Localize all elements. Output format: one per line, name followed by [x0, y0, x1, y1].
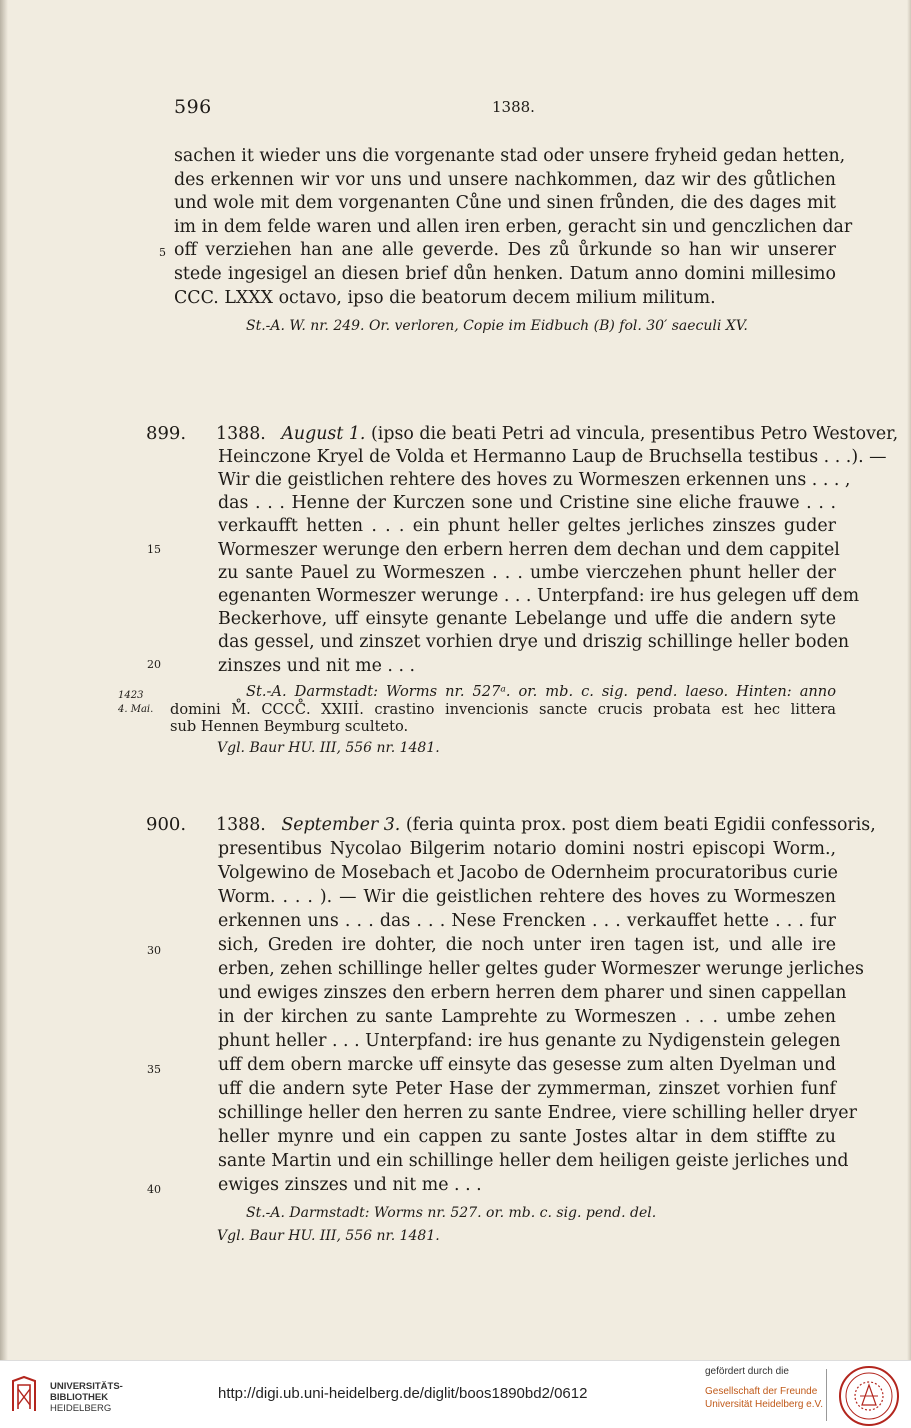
- entry-first-line: (feria quinta prox. post diem beati Egidii confessoris,: [405, 815, 876, 835]
- text-line: sachen it wieder uns die vorgenante stad oder unsere fryheid gedan hetten,: [174, 146, 846, 166]
- line-number: 15: [147, 543, 161, 556]
- reference: Vgl. Baur HU. III, 556 nr. 1481.: [217, 740, 440, 756]
- line-number: 30: [147, 944, 161, 957]
- text-line: das . . . Henne der Kurczen sone und Cristine sine eliche frauwe . . .: [218, 493, 836, 513]
- sponsor-name: Gesellschaft der Freunde Universität Heidelberg e.V.: [705, 1386, 824, 1410]
- text-line: uff die andern syte Peter Hase der zymmerman, zinszet vorhien funf: [218, 1079, 836, 1099]
- line-number: 35: [147, 1063, 161, 1076]
- footer-bar: [0, 1360, 911, 1428]
- entry-number: 899.: [146, 423, 187, 444]
- university-seal-icon: [838, 1365, 900, 1427]
- page-number: 596: [174, 96, 212, 118]
- running-head: 1388.: [492, 98, 535, 116]
- text-line: schillinge heller den herren zu sante Endree, viere schilling heller dryer: [218, 1103, 857, 1123]
- text-line: phunt heller . . . Unterpfand: ire hus genante zu Nydigenstein gelegen: [218, 1031, 841, 1051]
- footer-divider: [826, 1369, 827, 1421]
- text-line: presentibus Nycolao Bilgerim notario domini nostri episcopi Worm.,: [218, 839, 836, 859]
- source-citation: St.-A. Darmstadt: Worms nr. 527. or. mb. c. sig. pend. del.: [246, 1205, 657, 1221]
- text-line: uff dem obern marcke uff einsyte das gesesse zum alten Dyelman und: [218, 1055, 836, 1075]
- text-line: heller mynre und ein cappen zu sante Jostes altar in dem stiffte zu: [218, 1127, 836, 1147]
- text-line: Wormeszer werunge den erbern herren dem dechan und dem cappitel: [218, 540, 840, 560]
- source-note: St.-A. Darmstadt: Worms nr. 527ᵃ. or. mb. c. sig. pend. laeso. Hinten: anno: [246, 683, 836, 700]
- text-line: verkaufft hetten . . . ein phunt heller geltes jerliches zinszes guder: [218, 516, 836, 536]
- text-line: in der kirchen zu sante Lamprehte zu Wormeszen . . . umbe zehen: [218, 1007, 836, 1027]
- entry-number: 900.: [146, 814, 187, 835]
- ub-logo-icon: [10, 1375, 38, 1413]
- text-line: im in dem felde waren und allen iren erben, geracht sin und genczlichen dar: [174, 217, 853, 237]
- page-edge-shadow-left: [0, 0, 8, 1360]
- text-line: Wir die geistlichen rehtere des hoves zu Wormeszen erkennen uns . . . ,: [218, 470, 851, 490]
- text-line: off verziehen han ane alle geverde. Des zů ůrkunde so han wir unserer: [174, 240, 836, 260]
- line-number: 5: [159, 246, 166, 259]
- source-note: domini M̊. CCCC̊. XXIIİ. crastino invencionis sancte crucis probata est hec littera: [170, 701, 836, 718]
- text-line: zinszes und nit me . . .: [218, 656, 416, 676]
- text-line: erben, zehen schillinge heller geltes guder Wormeszer werunge jerliches: [218, 959, 864, 979]
- text-line: Worm. . . . ). — Wir die geistlichen rehtere des hoves zu Wormeszen: [218, 887, 836, 907]
- text-line: CCC. LXXX octavo, ipso die beatorum decem milium militum.: [174, 288, 716, 308]
- digital-copy-link[interactable]: http://digi.ub.uni-heidelberg.de/diglit/boos1890bd2/0612: [218, 1385, 588, 1402]
- text-line: zu sante Pauel zu Wormeszen . . . umbe vierczehen phunt heller der: [218, 563, 836, 583]
- text-line: des erkennen wir vor uns und unsere nachkommen, daz wir des gůtlichen: [174, 170, 836, 190]
- entry-date: August 1.: [281, 424, 366, 444]
- text-line: das gessel, und zinszet vorhien drye und driszig schillinge heller boden: [218, 632, 850, 652]
- margin-day: 4. Mai.: [118, 704, 154, 715]
- line-number: 40: [147, 1183, 161, 1196]
- sponsor-label: gefördert durch die: [705, 1366, 789, 1377]
- margin-year: 1423: [118, 690, 144, 701]
- library-name: UNIVERSITÄTS- BIBLIOTHEK HEIDELBERG: [50, 1381, 123, 1414]
- text-line: erkennen uns . . . das . . . Nese Frencken . . . verkauffet hette . . . fur: [218, 911, 836, 931]
- source-note: sub Hennen Beymburg sculteto.: [170, 718, 409, 735]
- page-header: [174, 96, 836, 122]
- entry-year: 1388.: [216, 815, 266, 835]
- entry-heading: [146, 423, 898, 444]
- entry-year: 1388.: [216, 424, 266, 444]
- text-line: sante Martin und ein schillinge heller dem heiligen geiste jerliches und: [218, 1151, 849, 1171]
- line-number: 20: [147, 658, 161, 671]
- text-line: ewiges zinszes und nit me . . .: [218, 1175, 482, 1195]
- text-line: und wole mit dem vorgenanten Cůne und sinen frůnden, die des dages mit: [174, 193, 836, 213]
- reference: Vgl. Baur HU. III, 556 nr. 1481.: [217, 1228, 440, 1244]
- page-edge-shadow-right: [907, 0, 911, 1360]
- text-line: egenanten Wormeszer werunge . . . Unterpfand: ire hus gelegen uff dem: [218, 586, 860, 606]
- text-line: stede ingesigel an diesen brief důn henken. Datum anno domini millesimo: [174, 264, 836, 284]
- entry-date: September 3.: [281, 815, 401, 835]
- text-line: Volgewino de Mosebach et Jacobo de Odernheim procuratoribus curie: [218, 863, 838, 883]
- text-line: und ewiges zinszes den erbern herren dem pharer und sinen cappellan: [218, 983, 847, 1003]
- text-line: sich, Greden ire dohter, die noch unter iren tagen ist, und alle ire: [218, 935, 836, 955]
- entry-first-line: (ipso die beati Petri ad vincula, presentibus Petro Westover,: [371, 424, 899, 444]
- entry-heading: [146, 814, 876, 835]
- text-line: Heinczone Kryel de Volda et Hermanno Laup de Bruchsella testibus . . .). —: [218, 447, 887, 467]
- text-line: Beckerhove, uff einsyte genante Lebelange und uffe die andern syte: [218, 609, 836, 629]
- source-citation: St.-A. W. nr. 249. Or. verloren, Copie im Eidbuch (B) fol. 30′ saeculi XV.: [246, 318, 748, 334]
